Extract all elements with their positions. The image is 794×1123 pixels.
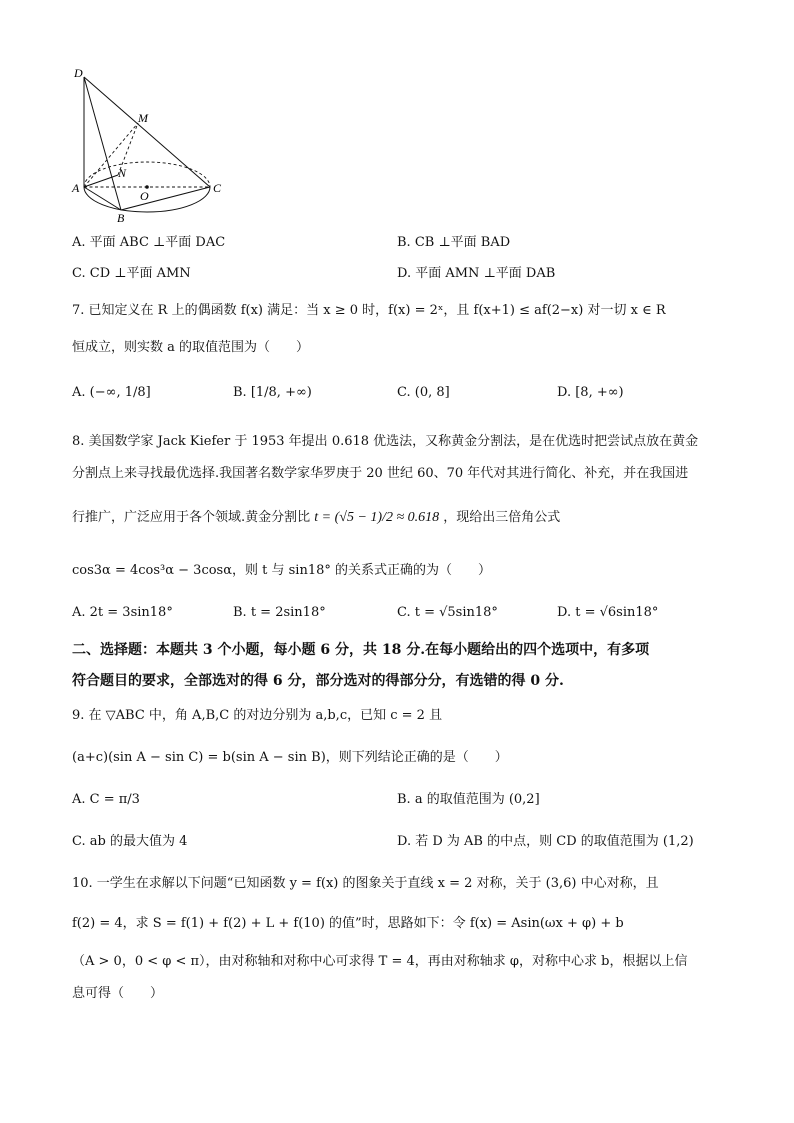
label-M: M: [138, 111, 148, 125]
q9-stem-line1: 9. 在 ▽ABC 中，角 A,B,C 的对边分别为 a,b,c，已知 c = 2 且: [72, 708, 443, 723]
q10-line1: 10. 一学生在求解以下问题“已知函数 y = f(x) 的图象关于直线 x = 2 对称，关于 (3,6) 中心对称，且: [72, 876, 659, 891]
q7-option-b: B. [1/8, +∞): [233, 385, 312, 400]
label-B: B: [117, 211, 125, 224]
q9-option-c: C. ab 的最大值为 4: [72, 834, 188, 849]
label-A: A: [72, 181, 80, 195]
section-2-heading-line1: 二、选择题：本题共 3 个小题，每小题 6 分，共 18 分.在每小题给出的四个选项中，有多项: [72, 642, 650, 658]
golden-ratio-formula: t = (√5 − 1)/2 ≈ 0.618: [314, 510, 440, 525]
q8-line4: cos3α = 4cos³α − 3cosα，则 t 与 sin18° 的关系式正确的为（ ）: [72, 563, 492, 578]
label-N: N: [118, 166, 127, 180]
q6-option-d: D. 平面 AMN ⊥平面 DAB: [397, 266, 556, 281]
q6-option-b: B. CB ⊥平面 BAD: [397, 235, 511, 250]
section-2-heading-line2: 符合题目的要求，全部选对的得 6 分，部分选对的得部分分，有选错的得 0 分.: [72, 673, 564, 689]
q9-stem-line2: (a+c)(sin A − sin C) = b(sin A − sin B)，则下列结论正确的是（ ）: [72, 750, 508, 765]
q6-option-c: C. CD ⊥平面 AMN: [72, 266, 191, 281]
q9-option-a: A. C = π/3: [72, 792, 140, 807]
q10-line4: 息可得（ ）: [72, 986, 164, 1001]
q8-line1: 8. 美国数学家 Jack Kiefer 于 1953 年提出 0.618 优选法，又称黄金分割法，是在优选时把尝试点放在黄金: [72, 434, 699, 449]
ellipse-back: [84, 162, 210, 187]
q7-stem-line1: 7. 已知定义在 R 上的偶函数 f(x) 满足：当 x ≥ 0 时，f(x) = 2ˣ，且 f(x+1) ≤ af(2−x) 对一切 x ∈ R: [72, 303, 666, 318]
q8-option-a: A. 2t = 3sin18°: [72, 605, 173, 620]
q8-option-d: D. t = √6sin18°: [557, 605, 659, 620]
q7-option-a: A. (−∞, 1/8]: [72, 385, 151, 400]
q8-line2: 分割点上来寻找最优选择.我国著名数学家华罗庚于 20 世纪 60、70 年代对其进行简化、补充，并在我国进: [72, 466, 689, 481]
q7-stem-line2: 恒成立，则实数 a 的取值范围为（ ）: [72, 340, 310, 355]
q8-line3: [72, 509, 560, 527]
q8-option-c: C. t = √5sin18°: [397, 605, 498, 620]
q7-option-c: C. (0, 8]: [397, 385, 450, 400]
q9-option-d: D. 若 D 为 AB 的中点，则 CD 的取值范围为 (1,2): [397, 834, 694, 849]
q8-line3-b: ，现给出三倍角公式: [443, 510, 561, 525]
q6-option-a: A. 平面 ABC ⊥平面 DAC: [72, 235, 226, 250]
label-O: O: [140, 189, 149, 203]
q10-line3: （A > 0，0 < φ < π），由对称轴和对称中心可求得 T = 4，再由对称轴求 φ，对称中心求 b，根据以上信: [72, 954, 688, 969]
label-D: D: [74, 66, 83, 80]
q8-line3-a: 行推广，广泛应用于各个领域.黄金分割比: [72, 510, 311, 525]
q8-option-b: B. t = 2sin18°: [233, 605, 326, 620]
geometry-figure: [60, 62, 240, 224]
q7-option-d: D. [8, +∞): [557, 385, 624, 400]
q10-line2: f(2) = 4，求 S = f(1) + f(2) + L + f(10) 的值”时，思路如下：令 f(x) = Asin(ωx + φ) + b: [72, 916, 624, 931]
label-C: C: [213, 181, 222, 195]
q9-option-b: B. a 的取值范围为 (0,2]: [397, 792, 540, 807]
